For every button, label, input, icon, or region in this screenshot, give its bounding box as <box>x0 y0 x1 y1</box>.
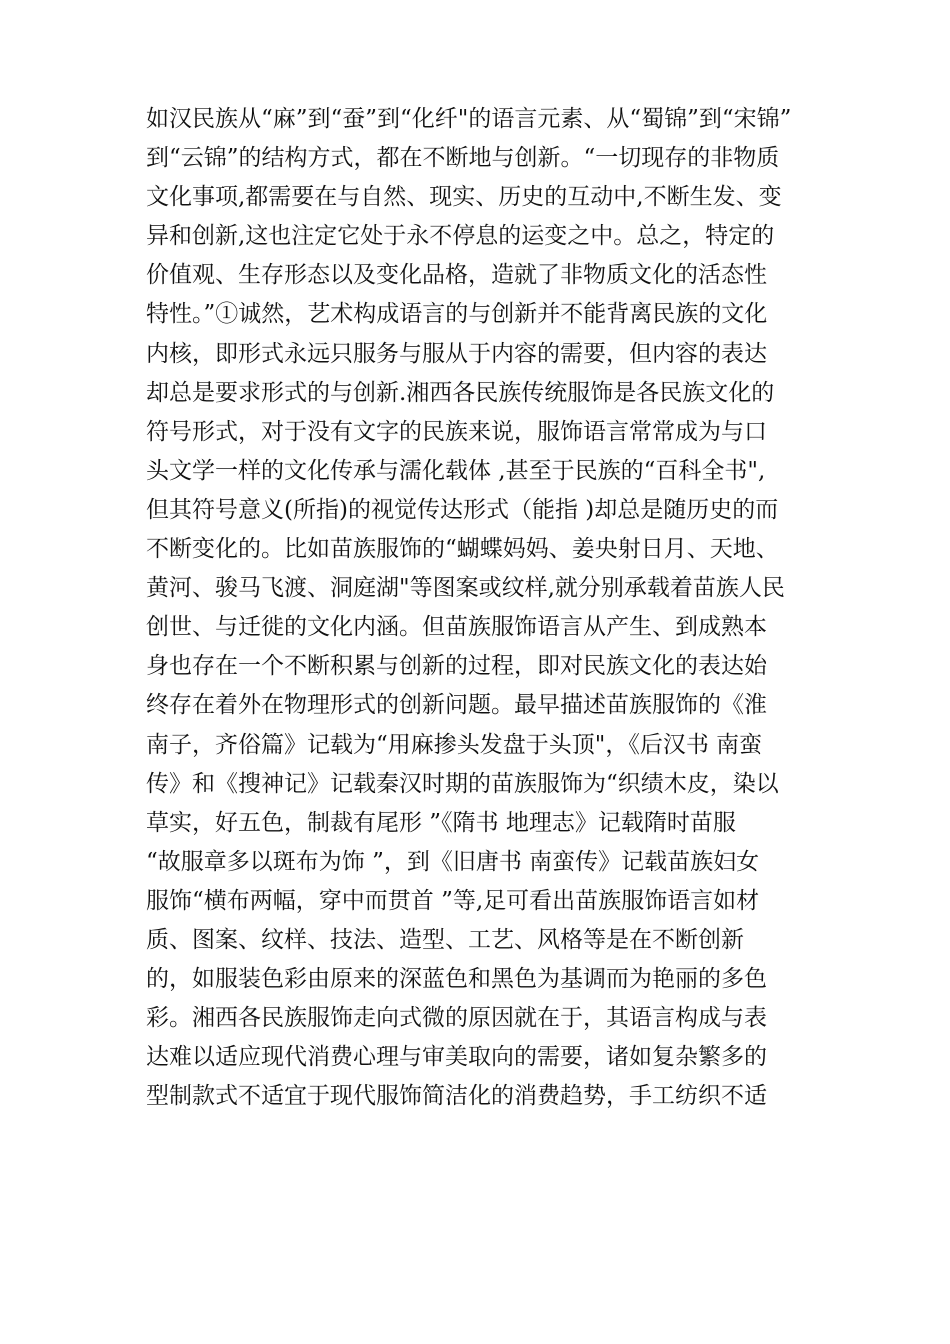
text-line: 南子，齐俗篇》记载为“用麻掺头发盘于头顶"，《后汉书 南蛮 <box>146 731 763 758</box>
text-line: 达难以适应现代消费心理与审美取向的需要，诸如复杂繁多的 <box>146 1044 767 1071</box>
text-line: 质、图案、纹样、技法、造型、工艺、风格等是在不断创新 <box>146 926 744 953</box>
text-line: 异和创新,这也注定它处于永不停息的运变之中。总之，特定的 <box>146 223 775 250</box>
text-line: 如汉民族从“麻”到“蚕”到“化纤"的语言元素、从“蜀锦”到“宋锦” <box>146 106 792 132</box>
text-line: 型制款式不适宜于现代服饰简洁化的消费趋势，手工纺织不适 <box>146 1083 767 1110</box>
text-line: 内核，即形式永远只服务与服从于内容的需要，但内容的表达 <box>146 340 767 367</box>
text-line: 传》和《搜神记》记载秦汉时期的苗族服饰为“织绩木皮，染以 <box>146 770 779 797</box>
text-line: 到“云锦”的结构方式，都在不断地与创新。“一切现存的非物质 <box>146 145 780 172</box>
text-line: 价值观、生存形态以及变化品格，造就了非物质文化的活态性 <box>146 262 767 289</box>
text-line: 草实，好五色，制裁有尾形 ”《隋书 地理志》记载隋时苗服 <box>146 809 736 836</box>
text-line: 身也存在一个不断积累与创新的过程，即对民族文化的表达始 <box>146 653 767 680</box>
body-paragraph <box>146 100 816 1116</box>
text-line: 头文学一样的文化传承与濡化载体 ,甚至于民族的“百科全书", <box>146 457 766 484</box>
text-line: 服饰“横布两幅，穿中而贯首 ”等,足可看出苗族服饰语言如材 <box>146 887 760 914</box>
text-line: 文化事项,都需要在与自然、现实、历史的互动中,不断生发、变 <box>146 184 782 211</box>
text-line: 不断变化的。比如苗族服饰的“蝴蝶妈妈、姜央射日月、天地、 <box>146 536 779 563</box>
text-line: 创世、与迁徙的文化内涵。但苗族服饰语言从产生、到成熟本 <box>146 614 767 641</box>
text-line: 符号形式，对于没有文字的民族来说，服饰语言常常成为与口 <box>146 418 767 445</box>
text-line: 的，如服装色彩由原来的深蓝色和黑色为基调而为艳丽的多色 <box>146 966 767 993</box>
text-line: 但其符号意义(所指)的视觉传达形式（能指 )却总是随历史的而 <box>146 496 779 523</box>
text-line: 特性。”①诚然，艺术构成语言的与创新并不能背离民族的文化 <box>146 301 768 328</box>
text-line: 却总是要求形式的与创新.湘西各民族传统服饰是各民族文化的 <box>146 379 775 406</box>
text-line: 终存在着外在物理形式的创新问题。最早描述苗族服饰的《淮 <box>146 692 767 719</box>
text-line: “故服章多以斑布为饰 ”，到《旧唐书 南蛮传》记载苗族妇女 <box>146 848 760 875</box>
text-line: 彩。湘西各民族服饰走向式微的原因就在于，其语言构成与表 <box>146 1005 767 1032</box>
text-line: 黄河、骏马飞渡、洞庭湖"等图案或纹样,就分别承载着苗族人民 <box>146 575 785 602</box>
